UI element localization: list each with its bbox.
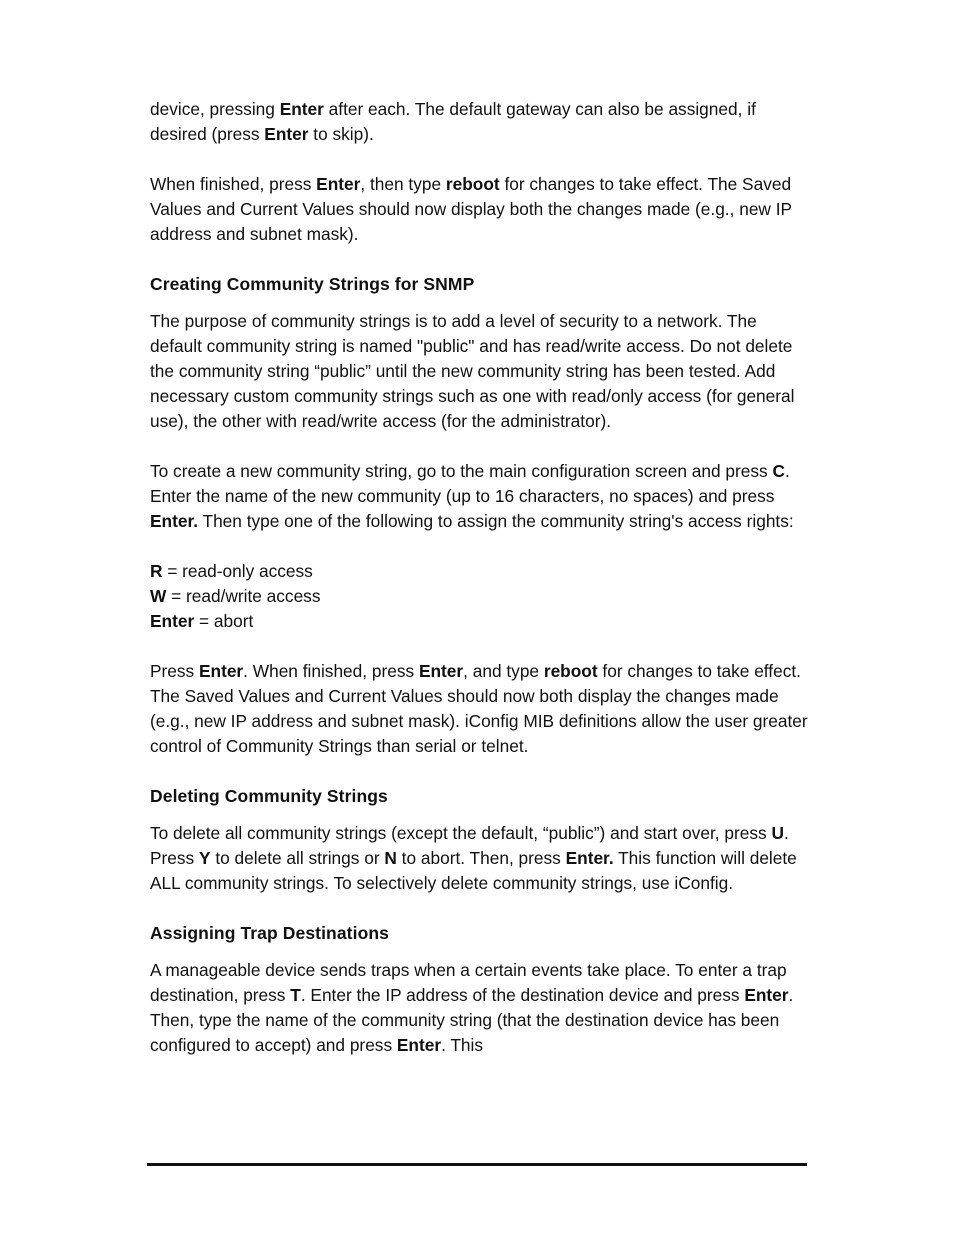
access-option-read-only: R = read-only access	[150, 561, 313, 581]
community-paragraph-3: Press Enter. When finished, press Enter, and type reboot for changes to take effect. The Saved Values and Current Values should now both display the changes made (e.g., new IP address and subnet mask). iConfig MIB definitions allow the user greater control of Community Strings than serial or telnet.	[150, 661, 808, 756]
access-options-list	[150, 559, 810, 634]
community-paragraph-1: The purpose of community strings is to add a level of security to a network. The default community string is named "public" and has read/write access. Do not delete the community string “public” until the new community string has been tested. Add necessary custom community strings such as one with read/only access (for general use), the other with read/write access (for the administrator).	[150, 311, 795, 431]
access-option-read-write: W = read/write access	[150, 586, 321, 606]
access-option-abort: Enter = abort	[150, 611, 254, 631]
heading-deleting-community-strings: Deleting Community Strings	[150, 786, 388, 806]
heading-creating-community-strings: Creating Community Strings for SNMP	[150, 274, 475, 294]
heading-assigning-trap-destinations: Assigning Trap Destinations	[150, 923, 389, 943]
document-page	[150, 97, 810, 1058]
intro-paragraph-2: When finished, press Enter, then type reboot for changes to take effect. The Saved Values and Current Values should now display both the changes made (e.g., new IP address and subnet mask).	[150, 174, 792, 244]
trap-paragraph-1: A manageable device sends traps when a certain events take place. To enter a trap destination, press T. Enter the IP address of the destination device and press Enter. Then, type the name of the community string (that the destination device has been configured to accept) and press Enter. This	[150, 960, 794, 1055]
community-paragraph-2: To create a new community string, go to the main configuration screen and press C. Enter the name of the new community (up to 16 characters, no spaces) and press Enter. Then type one of the following to assign the community string's access rights:	[150, 461, 794, 531]
intro-paragraph-1: device, pressing Enter after each. The default gateway can also be assigned, if desired (press Enter to skip).	[150, 99, 756, 144]
delete-paragraph-1: To delete all community strings (except the default, “public”) and start over, press U. Press Y to delete all strings or N to abort. Then, press Enter. This function will delete ALL community strings. To selectively delete community strings, use iConfig.	[150, 823, 797, 893]
footer-rule	[147, 1163, 807, 1166]
